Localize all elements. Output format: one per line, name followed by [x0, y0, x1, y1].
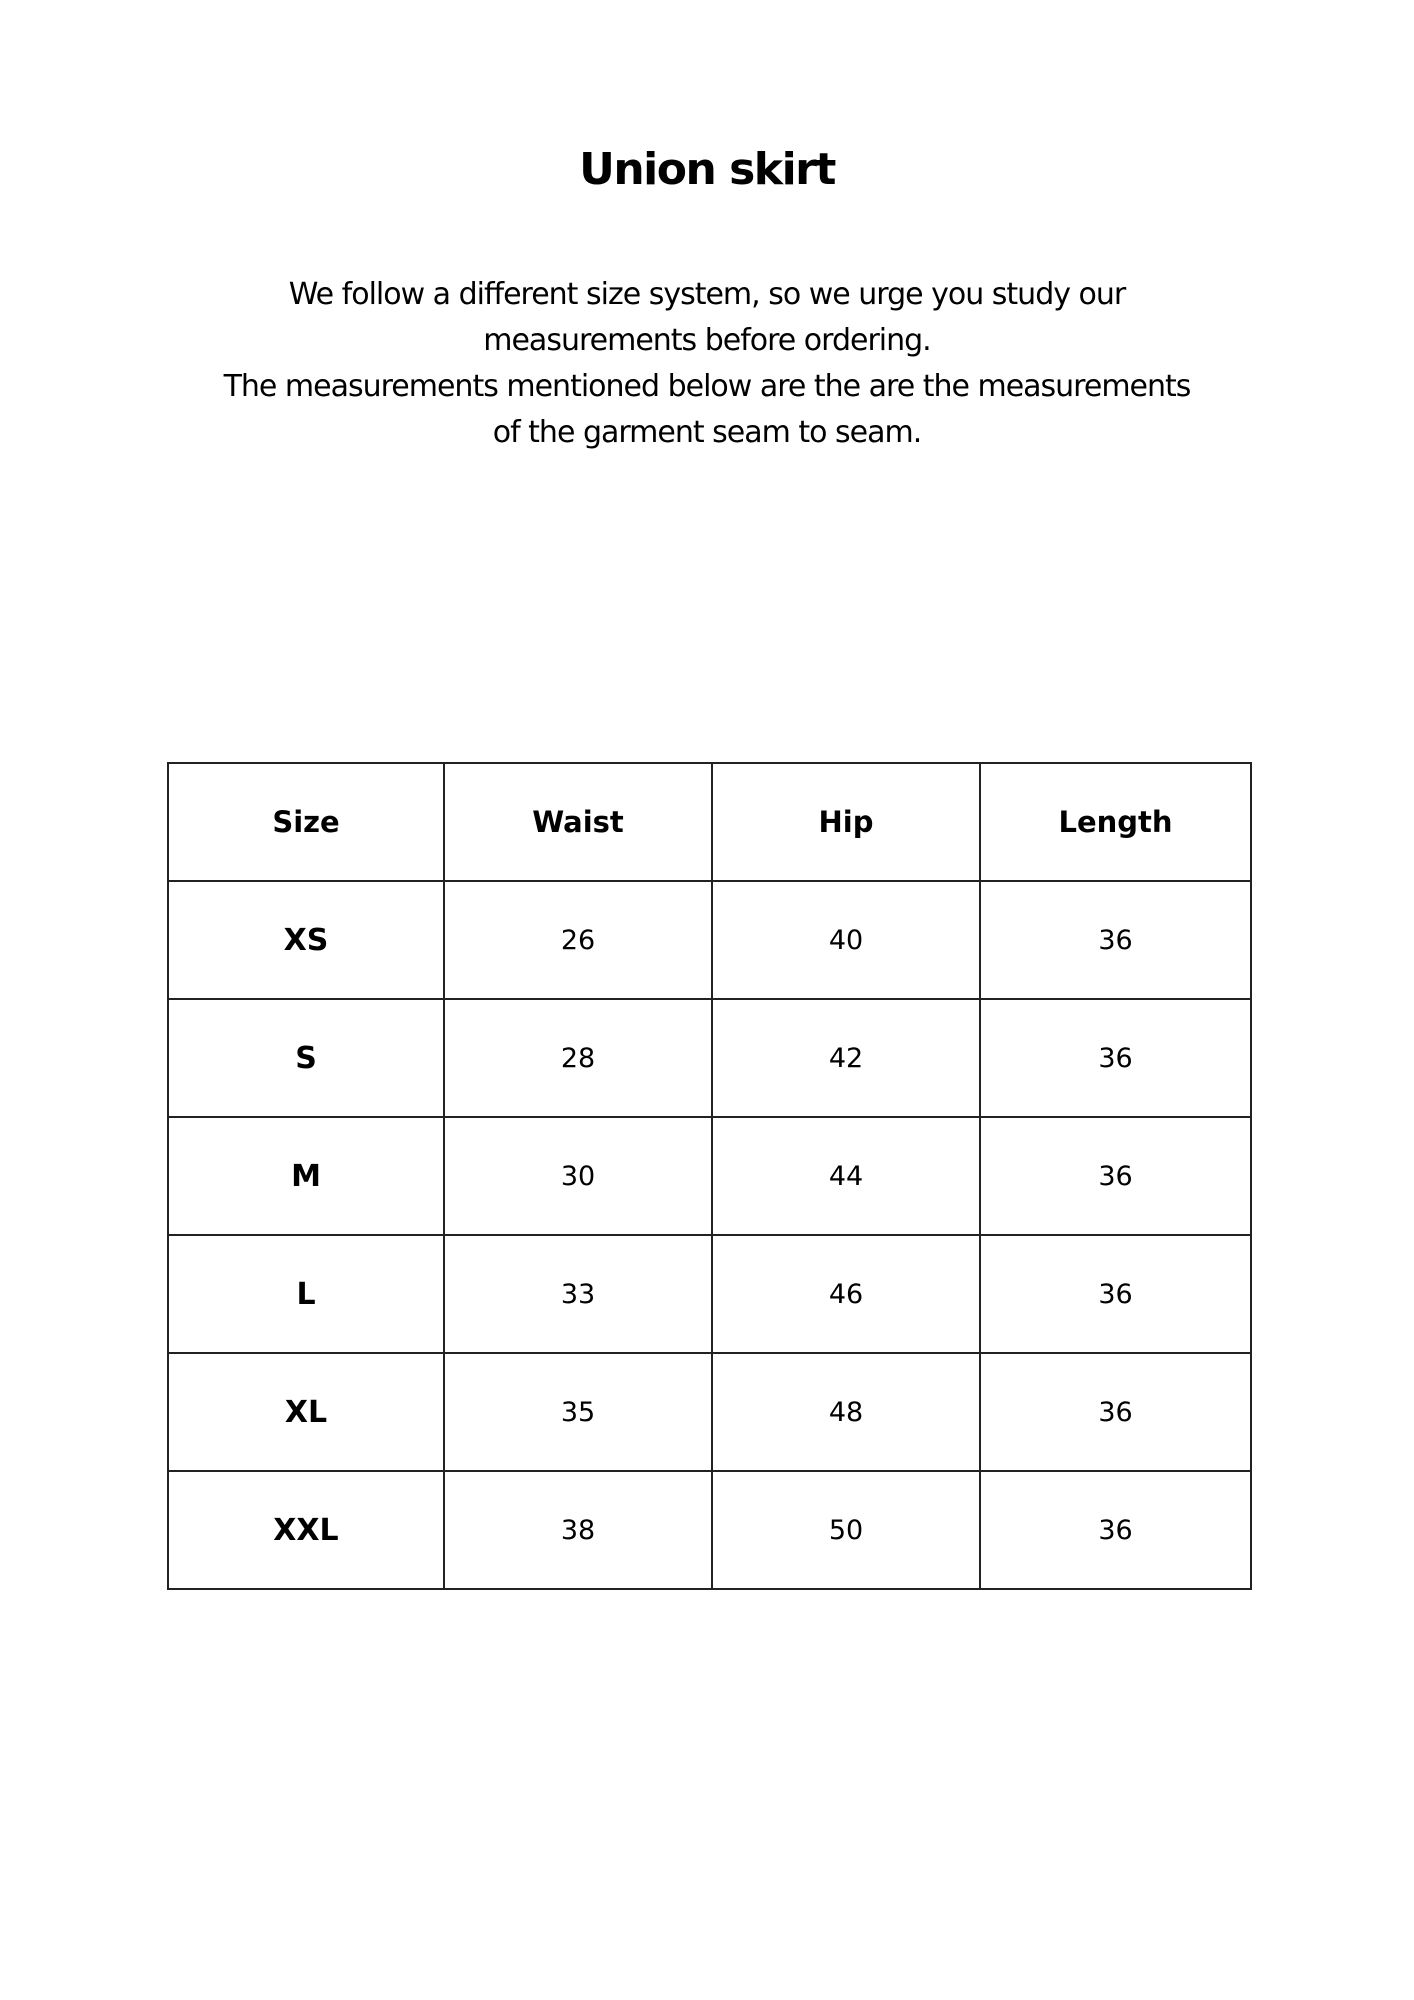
size-cell: L [168, 1235, 444, 1353]
hip-cell: 44 [712, 1117, 980, 1235]
length-cell: 36 [980, 1117, 1251, 1235]
length-cell: 36 [980, 1471, 1251, 1589]
waist-cell: 28 [444, 999, 712, 1117]
table-row [168, 1353, 1251, 1471]
table-row [168, 881, 1251, 999]
size-chart-table [167, 762, 1252, 1590]
size-cell: S [168, 999, 444, 1117]
length-cell: 36 [980, 999, 1251, 1117]
header-waist: Waist [444, 763, 712, 881]
table-row [168, 1235, 1251, 1353]
waist-cell: 26 [444, 881, 712, 999]
intro-text [157, 272, 1257, 456]
hip-cell: 42 [712, 999, 980, 1117]
intro-line: of the garment seam to seam. [492, 415, 922, 450]
header-length: Length [980, 763, 1251, 881]
hip-cell: 50 [712, 1471, 980, 1589]
hip-cell: 40 [712, 881, 980, 999]
size-cell: XL [168, 1353, 444, 1471]
waist-cell: 35 [444, 1353, 712, 1471]
size-cell: M [168, 1117, 444, 1235]
table-row [168, 1471, 1251, 1589]
header-hip: Hip [712, 763, 980, 881]
hip-cell: 46 [712, 1235, 980, 1353]
waist-cell: 38 [444, 1471, 712, 1589]
intro-line: The measurements mentioned below are the are the measurements [223, 369, 1191, 404]
intro-line: measurements before ordering. [483, 323, 931, 358]
waist-cell: 30 [444, 1117, 712, 1235]
table-header-row [168, 763, 1251, 881]
intro-line: We follow a different size system, so we urge you study our [288, 277, 1126, 312]
page-title: Union skirt [579, 144, 835, 195]
table-row [168, 1117, 1251, 1235]
hip-cell: 48 [712, 1353, 980, 1471]
header-size: Size [168, 763, 444, 881]
length-cell: 36 [980, 1353, 1251, 1471]
waist-cell: 33 [444, 1235, 712, 1353]
size-cell: XXL [168, 1471, 444, 1589]
length-cell: 36 [980, 881, 1251, 999]
table-row [168, 999, 1251, 1117]
length-cell: 36 [980, 1235, 1251, 1353]
size-cell: XS [168, 881, 444, 999]
